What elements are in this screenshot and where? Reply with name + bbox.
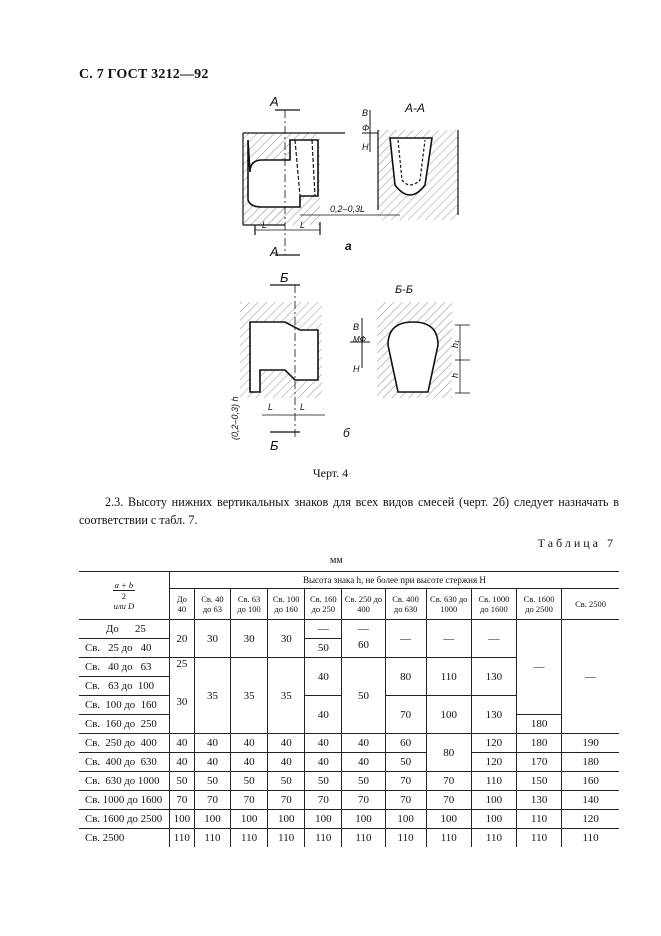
- label-side: (0,2–0,3) h: [230, 396, 240, 440]
- table-cell: 70: [231, 791, 268, 810]
- col-header: Св. 2500: [562, 589, 619, 620]
- table-cell: 40: [194, 753, 230, 772]
- table-cell: 50: [194, 772, 230, 791]
- figure-caption: Черт. 4: [312, 466, 349, 480]
- table-cell: 180: [562, 753, 619, 772]
- label-mf: МФ: [353, 335, 367, 344]
- table-cell: 50: [342, 772, 385, 791]
- corner-header: $\frac{a + b}{2}$ или D: [79, 572, 169, 620]
- col-header: Св. 100 до 160: [268, 589, 305, 620]
- label-h-small: h₁: [450, 340, 460, 348]
- table-cell: 190: [562, 734, 619, 753]
- table-cell: 70: [169, 791, 194, 810]
- table-title: Таблица 7: [537, 536, 616, 550]
- label-l1: L: [262, 220, 268, 230]
- table-cell: 110: [426, 658, 471, 696]
- row-label: Св. 160 до 250: [79, 715, 169, 734]
- col-header: Св. 250 до 400: [342, 589, 385, 620]
- table-row: [79, 810, 619, 829]
- label-section-b: Б-Б: [395, 284, 413, 296]
- label-a-top: А: [270, 94, 279, 109]
- table-cell: 100: [426, 810, 471, 829]
- table-cell: 110: [471, 772, 516, 791]
- table-cell: 70: [268, 791, 305, 810]
- table-cell: —: [305, 620, 342, 639]
- table-cell: 25: [169, 658, 194, 696]
- col-header: Св. 630 до 1000: [426, 589, 471, 620]
- table-cell: 70: [426, 772, 471, 791]
- label-a-bottom: А: [270, 244, 279, 259]
- label-b-bottom: Б: [270, 438, 279, 453]
- table-cell: 40: [169, 734, 194, 753]
- table-cell: 100: [471, 791, 516, 810]
- table-cell: 40: [231, 734, 268, 753]
- table-cell: 40: [268, 734, 305, 753]
- table-cell: 100: [385, 810, 426, 829]
- table-cell: 40: [305, 658, 342, 696]
- table-cell: —: [471, 620, 516, 658]
- table-cell: 50: [385, 753, 426, 772]
- table-cell: —: [385, 620, 426, 658]
- table-cell: 180: [516, 734, 561, 753]
- label-offset: 0,2–0,3L: [330, 204, 366, 214]
- label-v2: В: [353, 322, 360, 332]
- table-cell: 60: [385, 734, 426, 753]
- table-cell: 40: [194, 734, 230, 753]
- label-h-big: h: [450, 372, 460, 378]
- table-cell: 35: [268, 658, 305, 734]
- table-cell: 110: [305, 829, 342, 848]
- label-f1: Ф: [362, 123, 370, 133]
- col-header: Св. 63 до 100: [231, 589, 268, 620]
- table-cell: 60: [342, 639, 385, 658]
- table-units: мм: [330, 555, 343, 566]
- table-cell: 40: [231, 753, 268, 772]
- table-cell: 100: [231, 810, 268, 829]
- table-cell: 40: [169, 753, 194, 772]
- table-cell: 30: [231, 620, 268, 658]
- label-sub-b: б: [343, 426, 350, 440]
- table-cell: 100: [342, 810, 385, 829]
- view-b-elevation: [240, 285, 370, 440]
- table-cell: 80: [426, 734, 471, 772]
- table-cell: 100: [305, 810, 342, 829]
- table-cell: 170: [516, 753, 561, 772]
- table-cell: 120: [471, 734, 516, 753]
- table-cell: 100: [169, 810, 194, 829]
- table-row: [79, 829, 619, 848]
- table-cell: 20: [169, 620, 194, 658]
- table-cell: 30: [169, 696, 194, 734]
- table-cell: 110: [516, 829, 561, 848]
- table-cell: 180: [516, 715, 561, 734]
- row-label: Св. 630 до 1000: [79, 772, 169, 791]
- row-label: Св. 100 до 160: [79, 696, 169, 715]
- table-cell: 130: [471, 658, 516, 696]
- table-cell: 70: [342, 791, 385, 810]
- row-label: Св. 1600 до 2500: [79, 810, 169, 829]
- row-label: До 25: [79, 620, 169, 639]
- table-cell: 40: [305, 734, 342, 753]
- table-cell: 50: [268, 772, 305, 791]
- label-v1: В: [362, 108, 369, 118]
- table-cell: 30: [194, 620, 230, 658]
- table-cell: 50: [231, 772, 268, 791]
- label-l4: L: [300, 402, 306, 412]
- table-cell: 110: [194, 829, 230, 848]
- table-cell: 110: [169, 829, 194, 848]
- col-header: Св. 40 до 63: [194, 589, 230, 620]
- label-section-a: А-А: [405, 101, 426, 115]
- row-label: Св. 40 до 63: [79, 658, 169, 677]
- label-sub-a: а: [345, 239, 352, 253]
- table-cell: 160: [562, 772, 619, 791]
- view-a-elevation: [243, 110, 400, 255]
- table-cell: 70: [385, 772, 426, 791]
- table-cell: —: [342, 620, 385, 639]
- paragraph-2-3: 2.3. Высоту нижних вертикальных знаков для всех видов смесей (черт. 2б) следует назначать в соответствии с табл. 7.: [79, 495, 619, 527]
- section-a-a: [378, 130, 458, 220]
- row-label: Св. 25 до 40: [79, 639, 169, 658]
- table-cell: 50: [342, 658, 385, 734]
- table-cell: —: [426, 620, 471, 658]
- label-h1: Н: [362, 142, 369, 152]
- table-cell: 50: [305, 772, 342, 791]
- table-cell: 140: [562, 791, 619, 810]
- table-cell: 50: [305, 639, 342, 658]
- table-cell: 130: [471, 696, 516, 734]
- row-label: Св. 2500: [85, 832, 125, 844]
- table-cell: 70: [305, 791, 342, 810]
- table-cell: 110: [385, 829, 426, 848]
- table-cell: 40: [342, 753, 385, 772]
- table-cell: 40: [305, 753, 342, 772]
- table-row: [79, 772, 619, 791]
- row-label: Св. 1000 до 1600: [79, 791, 169, 810]
- table-row: [79, 753, 619, 772]
- label-h2: Н: [353, 364, 360, 374]
- table-cell: 100: [426, 696, 471, 734]
- table-cell: 40: [305, 696, 342, 734]
- label-b-top: Б: [280, 270, 289, 285]
- table-cell: 100: [268, 810, 305, 829]
- table-cell: 100: [471, 810, 516, 829]
- table-cell: 120: [562, 810, 619, 829]
- table-row: [79, 620, 619, 639]
- table-cell: 110: [231, 829, 268, 848]
- row-label: Св. 63 до 100: [79, 677, 169, 696]
- table-row: [79, 734, 619, 753]
- table-cell: 130: [516, 791, 561, 810]
- col-header: Св. 1600 до 2500: [516, 589, 561, 620]
- table-cell: 70: [194, 791, 230, 810]
- table-7: [79, 571, 619, 847]
- table-cell: 110: [516, 810, 561, 829]
- table-cell: 35: [231, 658, 268, 734]
- table-cell: 110: [268, 829, 305, 848]
- table-cell: 70: [385, 696, 426, 734]
- table-cell: 110: [342, 829, 385, 848]
- table-cell: 80: [385, 658, 426, 696]
- table-cell: 120: [471, 753, 516, 772]
- table-cell: 40: [342, 734, 385, 753]
- table-cell: 50: [169, 772, 194, 791]
- table-cell: 35: [194, 658, 230, 734]
- table-cell: 110: [426, 829, 471, 848]
- col-header: Св. 1000 до 1600: [471, 589, 516, 620]
- table-cell: 70: [385, 791, 426, 810]
- table-cell: 30: [268, 620, 305, 658]
- span-header: Высота знака h, не более при высоте стержня H: [169, 572, 619, 589]
- col-header: До 40: [169, 589, 194, 620]
- table-cell: —: [516, 620, 561, 715]
- page-header: С. 7 ГОСТ 3212—92: [79, 67, 209, 82]
- table-cell: 110: [562, 829, 619, 848]
- col-header: Св. 400 до 630: [385, 589, 426, 620]
- row-label: Св. 250 до 400: [79, 734, 169, 753]
- table-cell: 110: [471, 829, 516, 848]
- row-label: Св. 400 до 630: [79, 753, 169, 772]
- col-header: Св. 160 до 250: [305, 589, 342, 620]
- table-row: [79, 791, 619, 810]
- table-cell: —: [562, 620, 619, 734]
- section-b-b: [377, 302, 470, 398]
- label-l3: L: [268, 402, 274, 412]
- table-cell: 40: [268, 753, 305, 772]
- table-cell: 70: [426, 791, 471, 810]
- table-cell: 150: [516, 772, 561, 791]
- label-l2: L: [300, 220, 306, 230]
- table-cell: 100: [194, 810, 230, 829]
